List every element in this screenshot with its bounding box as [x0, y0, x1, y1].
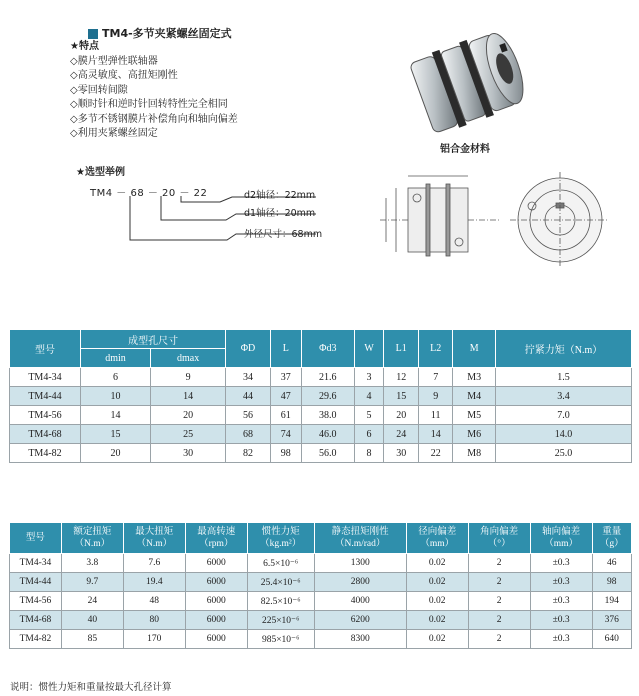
table-cell: M4: [453, 387, 496, 406]
column-header-unit: （N.m）: [74, 539, 111, 549]
table-cell: 9: [150, 368, 225, 387]
table-cell: 15: [81, 425, 151, 444]
table-cell: ±0.3: [530, 592, 592, 611]
table-cell: 1300: [314, 554, 406, 573]
table-cell: 34: [226, 368, 270, 387]
table-cell: 6.5×10⁻⁶: [247, 554, 314, 573]
table-cell: M5: [453, 406, 496, 425]
table-cell: 6000: [185, 592, 247, 611]
table-cell: 2800: [314, 573, 406, 592]
table-cell: TM4-44: [10, 573, 62, 592]
table-cell: M6: [453, 425, 496, 444]
column-header-title: 角向偏差: [480, 527, 519, 537]
table-cell: 19.4: [123, 573, 185, 592]
column-header-unit: （N.m）: [136, 539, 173, 549]
column-header-unit: （°）: [487, 539, 511, 549]
column-header-title: 径向偏差: [418, 527, 457, 537]
column-header-title: 静态扭矩刚性: [331, 527, 389, 537]
table-row: [10, 611, 632, 630]
table-cell: 25.0: [496, 444, 632, 463]
column-header: [185, 523, 247, 554]
table-cell: 10: [81, 387, 151, 406]
table-cell: 56.0: [301, 444, 354, 463]
table-cell: 2: [468, 554, 530, 573]
table-cell: 21.6: [301, 368, 354, 387]
table-row: [10, 368, 632, 387]
column-header-title: 额定扭矩: [73, 527, 112, 537]
table-cell: 170: [123, 630, 185, 649]
column-header: [10, 523, 62, 554]
model-code-example: TM4 － 68 － 20 － 22: [90, 188, 208, 199]
od-annotation: 外径尺寸：68mm: [244, 229, 323, 240]
selection-heading: ★选型举例: [76, 167, 125, 178]
column-header-title: 重量: [602, 527, 622, 537]
dimensions-table: [9, 329, 632, 463]
table-cell: TM4-68: [10, 611, 62, 630]
table-cell: 47: [270, 387, 301, 406]
table-cell: 3.8: [61, 554, 123, 573]
table-cell: 14: [81, 406, 151, 425]
column-header: [530, 523, 592, 554]
table-cell: 85: [61, 630, 123, 649]
table-cell: 3: [354, 368, 384, 387]
col-L: L: [270, 330, 301, 368]
table-cell: 29.6: [301, 387, 354, 406]
table-cell: 82: [226, 444, 270, 463]
dimensions-table-body: [10, 368, 632, 463]
table-cell: 22: [418, 444, 453, 463]
table-cell: 225×10⁻⁶: [247, 611, 314, 630]
table-row: [10, 425, 632, 444]
table-cell: 6000: [185, 630, 247, 649]
table-cell: 2: [468, 611, 530, 630]
table-cell: 25.4×10⁻⁶: [247, 573, 314, 592]
column-header: [123, 523, 185, 554]
d1-annotation: d1轴径：20mm: [244, 208, 316, 219]
column-header: [468, 523, 530, 554]
table-cell: 12: [384, 368, 419, 387]
table-cell: 38.0: [301, 406, 354, 425]
material-label: 铝合金材料: [440, 144, 490, 155]
table-cell: 15: [384, 387, 419, 406]
column-header-title: 轴向偏差: [542, 527, 581, 537]
table-cell: 0.02: [406, 554, 468, 573]
column-header-title: 最大扭矩: [135, 527, 174, 537]
table-cell: 74: [270, 425, 301, 444]
table-cell: M3: [453, 368, 496, 387]
column-header-title: 型号: [25, 533, 45, 543]
table-row: [10, 554, 632, 573]
table-cell: 640: [592, 630, 631, 649]
column-header-unit: （mm）: [420, 539, 455, 549]
table-cell: ±0.3: [530, 611, 592, 630]
table-cell: TM4-82: [10, 630, 62, 649]
table-cell: TM4-82: [10, 444, 81, 463]
table-cell: 7: [418, 368, 453, 387]
performance-table-header: [10, 523, 632, 554]
performance-table: [9, 522, 632, 649]
table-cell: TM4-34: [10, 554, 62, 573]
table-row: [10, 444, 632, 463]
table-cell: 14.0: [496, 425, 632, 444]
table-cell: 376: [592, 611, 631, 630]
table-cell: 40: [61, 611, 123, 630]
table-cell: 8: [354, 444, 384, 463]
col-dmax: dmax: [150, 349, 225, 368]
column-header-unit: （g）: [599, 539, 624, 549]
table-cell: 5: [354, 406, 384, 425]
table-cell: 0.02: [406, 630, 468, 649]
coupling-product-image: [398, 18, 548, 138]
table-cell: 3.4: [496, 387, 632, 406]
technical-drawing: [370, 168, 610, 272]
column-header-unit: （kg.m²）: [260, 539, 302, 549]
column-header-unit: （mm）: [544, 539, 579, 549]
table-cell: 20: [150, 406, 225, 425]
column-header: [406, 523, 468, 554]
table-cell: TM4-56: [10, 406, 81, 425]
table-cell: TM4-68: [10, 425, 81, 444]
col-dmin: dmin: [81, 349, 151, 368]
table-cell: TM4-34: [10, 368, 81, 387]
features-heading: ★特点: [70, 41, 99, 52]
table-cell: 30: [384, 444, 419, 463]
table-cell: 48: [123, 592, 185, 611]
table-cell: 7.0: [496, 406, 632, 425]
table-cell: 0.02: [406, 592, 468, 611]
column-header: [592, 523, 631, 554]
feature-item: ◇零回转间隙: [70, 84, 128, 96]
table-row: [10, 592, 632, 611]
table-cell: 0.02: [406, 573, 468, 592]
table-cell: 6000: [185, 573, 247, 592]
table-cell: ±0.3: [530, 630, 592, 649]
table-cell: 98: [592, 573, 631, 592]
table-cell: 14: [418, 425, 453, 444]
table-cell: 2: [468, 630, 530, 649]
table-cell: 37: [270, 368, 301, 387]
feature-item: ◇多节不锈钢膜片补偿角向和轴向偏差: [70, 113, 238, 125]
table-cell: 44: [226, 387, 270, 406]
column-header: [247, 523, 314, 554]
table-cell: 46: [592, 554, 631, 573]
table-cell: TM4-44: [10, 387, 81, 406]
feature-item: ◇膜片型弹性联轴器: [70, 55, 158, 67]
feature-item: ◇利用夹紧螺丝固定: [70, 128, 158, 139]
table-cell: 9.7: [61, 573, 123, 592]
page-title: TM4-多节夹紧螺丝固定式: [102, 27, 232, 40]
column-header: [61, 523, 123, 554]
table-cell: ±0.3: [530, 554, 592, 573]
table-cell: M8: [453, 444, 496, 463]
table-cell: ±0.3: [530, 573, 592, 592]
table-cell: 1.5: [496, 368, 632, 387]
table-cell: 6: [354, 425, 384, 444]
table-cell: TM4-56: [10, 592, 62, 611]
table-cell: 4: [354, 387, 384, 406]
table-cell: 30: [150, 444, 225, 463]
table-cell: 24: [384, 425, 419, 444]
table-cell: 68: [226, 425, 270, 444]
col-model: 型号: [10, 330, 81, 368]
table-cell: 0.02: [406, 611, 468, 630]
table-cell: 20: [81, 444, 151, 463]
table-row: [10, 406, 632, 425]
table-cell: 9: [418, 387, 453, 406]
table-cell: 985×10⁻⁶: [247, 630, 314, 649]
table-cell: 46.0: [301, 425, 354, 444]
d2-annotation: d2轴径：22mm: [244, 190, 316, 201]
col-L1: L1: [384, 330, 419, 368]
table-cell: 6000: [185, 554, 247, 573]
title-marker: [88, 29, 98, 39]
table-cell: 14: [150, 387, 225, 406]
table-cell: 8300: [314, 630, 406, 649]
table-cell: 2: [468, 573, 530, 592]
col-torque: 拧紧力矩（N.m）: [496, 330, 632, 368]
performance-table-body: [10, 554, 632, 649]
table-cell: 25: [150, 425, 225, 444]
table-cell: 80: [123, 611, 185, 630]
table-cell: 24: [61, 592, 123, 611]
feature-item: ◇顺时针和逆时针回转特性完全相同: [70, 99, 228, 110]
table-cell: 61: [270, 406, 301, 425]
table-cell: 98: [270, 444, 301, 463]
table-cell: 4000: [314, 592, 406, 611]
col-W: W: [354, 330, 384, 368]
col-bore-size: 成型孔尺寸: [81, 330, 226, 349]
column-header-title: 惯性力矩: [261, 527, 300, 537]
col-D: ΦD: [226, 330, 270, 368]
table-cell: 6: [81, 368, 151, 387]
table-row: [10, 387, 632, 406]
column-header-unit: （N.m/rad）: [334, 539, 386, 549]
col-d3: Φd3: [301, 330, 354, 368]
column-header-title: 最高转速: [197, 527, 236, 537]
table-cell: 20: [384, 406, 419, 425]
footnote: 说明：惯性力矩和重量按最大孔径计算: [10, 682, 172, 693]
table-cell: 6200: [314, 611, 406, 630]
table-row: [10, 630, 632, 649]
col-L2: L2: [418, 330, 453, 368]
features-list: [70, 40, 238, 142]
col-M: M: [453, 330, 496, 368]
table-cell: 6000: [185, 611, 247, 630]
table-cell: 2: [468, 592, 530, 611]
table-cell: 194: [592, 592, 631, 611]
table-row: [10, 573, 632, 592]
feature-item: ◇高灵敏度、高扭矩刚性: [70, 70, 178, 81]
column-header: [314, 523, 406, 554]
table-cell: 7.6: [123, 554, 185, 573]
table-cell: 82.5×10⁻⁶: [247, 592, 314, 611]
table-cell: 56: [226, 406, 270, 425]
column-header-unit: （rpm）: [199, 539, 234, 549]
table-cell: 11: [418, 406, 453, 425]
